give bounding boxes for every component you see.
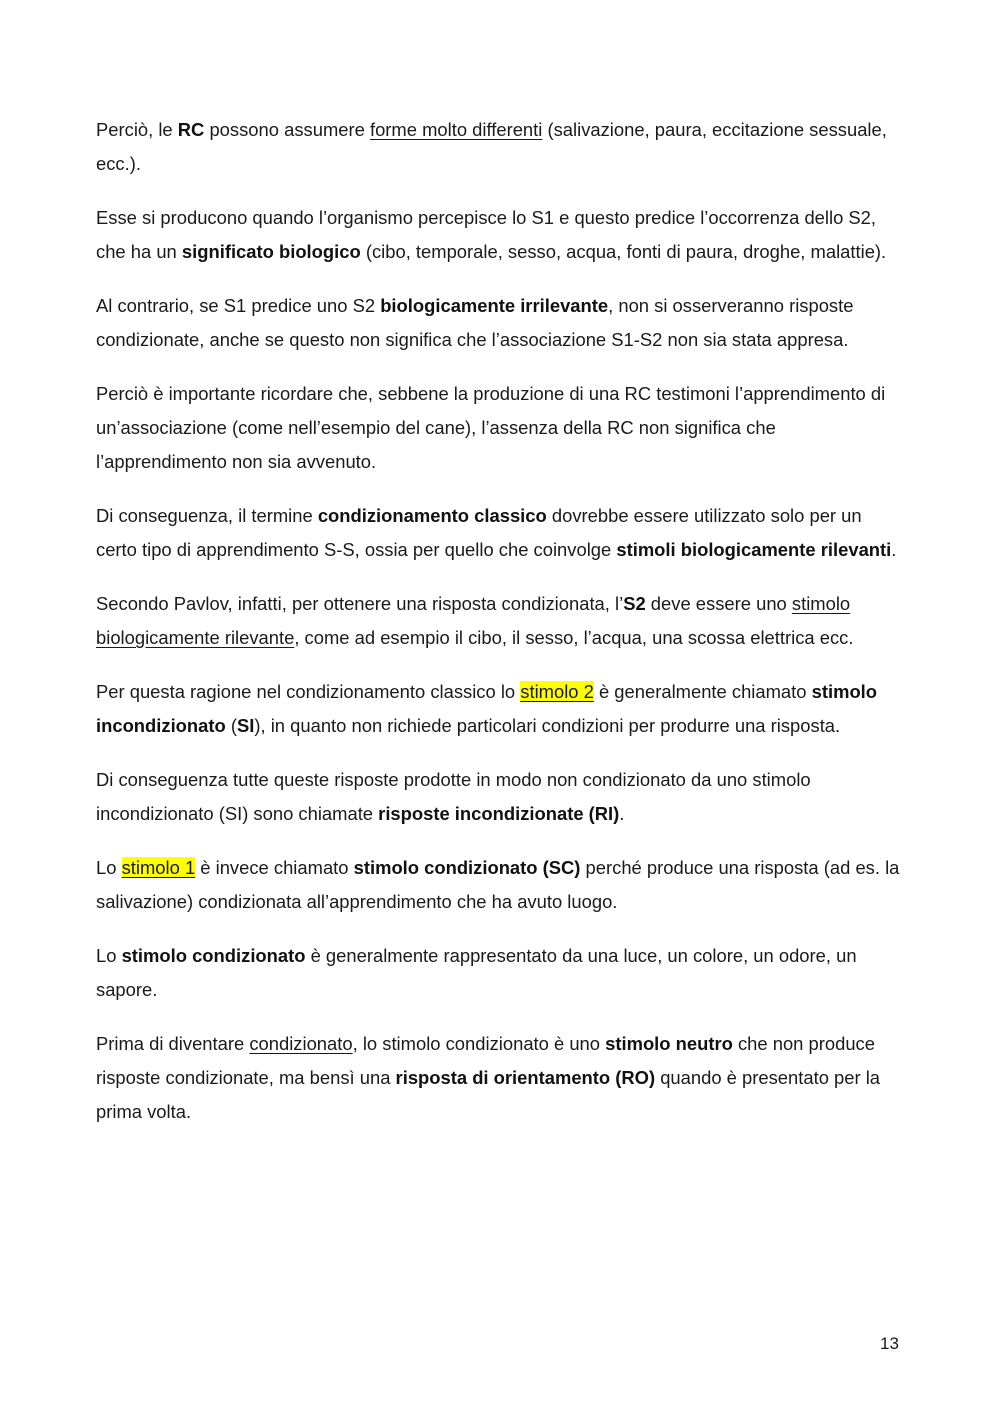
text-run: Al contrario, se S1 predice uno S2 xyxy=(96,295,381,316)
text-run: (cibo, temporale, sesso, acqua, fonti di paura, droghe, malattie). xyxy=(360,241,887,262)
text-run: Prima di diventare xyxy=(96,1033,250,1054)
document-body xyxy=(96,113,906,1149)
text-run: (salivazione, paura, eccitazione sessuale, ecc.). xyxy=(96,119,887,174)
text-run: perché produce una risposta (ad es. la salivazione) condizionata all’apprendimento che ha avuto luogo. xyxy=(96,857,900,912)
paragraph-2 xyxy=(96,201,906,269)
paragraph-11 xyxy=(96,1027,906,1129)
paragraph-9 xyxy=(96,851,906,919)
bold-term: stimoli biologicamente rilevanti xyxy=(616,539,892,560)
text-run: Per questa ragione nel condizionamento classico lo xyxy=(96,681,521,702)
text-run: , lo stimolo condizionato è uno xyxy=(352,1033,606,1054)
bold-term: biologicamente irrilevante xyxy=(380,295,609,316)
page-number: 13 xyxy=(880,1334,899,1353)
text-run: Perciò, le xyxy=(96,119,178,140)
text-run: Lo xyxy=(96,945,122,966)
paragraph-4 xyxy=(96,377,906,479)
bold-term: stimolo neutro xyxy=(605,1033,733,1054)
text-run: , come ad esempio il cibo, il sesso, l’acqua, una scossa elettrica ecc. xyxy=(294,627,854,648)
text-run: è generalmente chiamato xyxy=(593,681,812,702)
bold-term: risposte incondizionate (RI) xyxy=(378,803,620,824)
bold-term: condizionamento classico xyxy=(317,505,547,526)
text-run: che non produce risposte condizionate, ma bensì una xyxy=(96,1033,875,1088)
text-run: è generalmente rappresentato da una luce, un colore, un odore, un sapore. xyxy=(96,945,857,1000)
bold-term: SI xyxy=(236,715,255,736)
text-run: , non si osserveranno risposte condizionate, anche se questo non significa che l’associazione S1-S2 non sia stata appresa. xyxy=(96,295,854,350)
bold-term: risposta di orientamento (RO) xyxy=(395,1067,656,1088)
text-run: Lo xyxy=(96,857,122,878)
text-run: quando è presentato per la prima volta. xyxy=(96,1067,881,1122)
text-run: ( xyxy=(225,715,237,736)
text-run: deve essere uno xyxy=(645,593,792,614)
underlined-phrase: forme molto differenti xyxy=(369,119,543,140)
text-run: Di conseguenza tutte queste risposte prodotte in modo non condizionato da uno stimolo incondizionato (SI) sono chiamate xyxy=(96,769,811,824)
text-run: dovrebbe essere utilizzato solo per un certo tipo di apprendimento S-S, ossia per quello che coinvolge xyxy=(96,505,862,560)
text-run: Di conseguenza, il termine xyxy=(96,505,318,526)
text-run: è invece chiamato xyxy=(195,857,354,878)
paragraph-3 xyxy=(96,289,906,357)
bold-term: stimolo condizionato xyxy=(121,945,306,966)
text-run: . xyxy=(891,539,897,560)
paragraph-7 xyxy=(96,675,906,743)
text-run: possono assumere xyxy=(204,119,370,140)
bold-term-rc: RC xyxy=(177,119,205,140)
text-run: . xyxy=(619,803,625,824)
highlighted-phrase: stimolo 2 xyxy=(520,681,594,702)
paragraph-5 xyxy=(96,499,906,567)
paragraph-8 xyxy=(96,763,906,831)
bold-term: S2 xyxy=(623,593,646,614)
underlined-phrase: condizionato xyxy=(249,1033,353,1054)
text-run: ), in quanto non richiede particolari condizioni per produrre una risposta. xyxy=(254,715,841,736)
bold-term: significato biologico xyxy=(181,241,361,262)
paragraph-6 xyxy=(96,587,906,655)
text-run: Perciò è importante ricordare che, sebbene la produzione di una RC testimoni l’apprendimento di un’associazione (come nell’esempio del cane), l’assenza della RC non significa che l’apprendimento non sia avvenuto. xyxy=(96,383,886,472)
highlighted-phrase: stimolo 1 xyxy=(121,857,196,878)
paragraph-1 xyxy=(96,113,906,181)
text-run: Esse si producono quando l’organismo percepisce lo S1 e questo predice l’occorrenza dello S2, che ha un xyxy=(96,207,877,262)
paragraph-10 xyxy=(96,939,906,1007)
underlined-phrase: stimolo biologicamente rilevante xyxy=(96,593,851,648)
bold-term: stimolo incondizionato xyxy=(96,681,878,736)
text-run: Secondo Pavlov, infatti, per ottenere una risposta condizionata, l’ xyxy=(96,593,624,614)
bold-term: stimolo condizionato (SC) xyxy=(353,857,581,878)
